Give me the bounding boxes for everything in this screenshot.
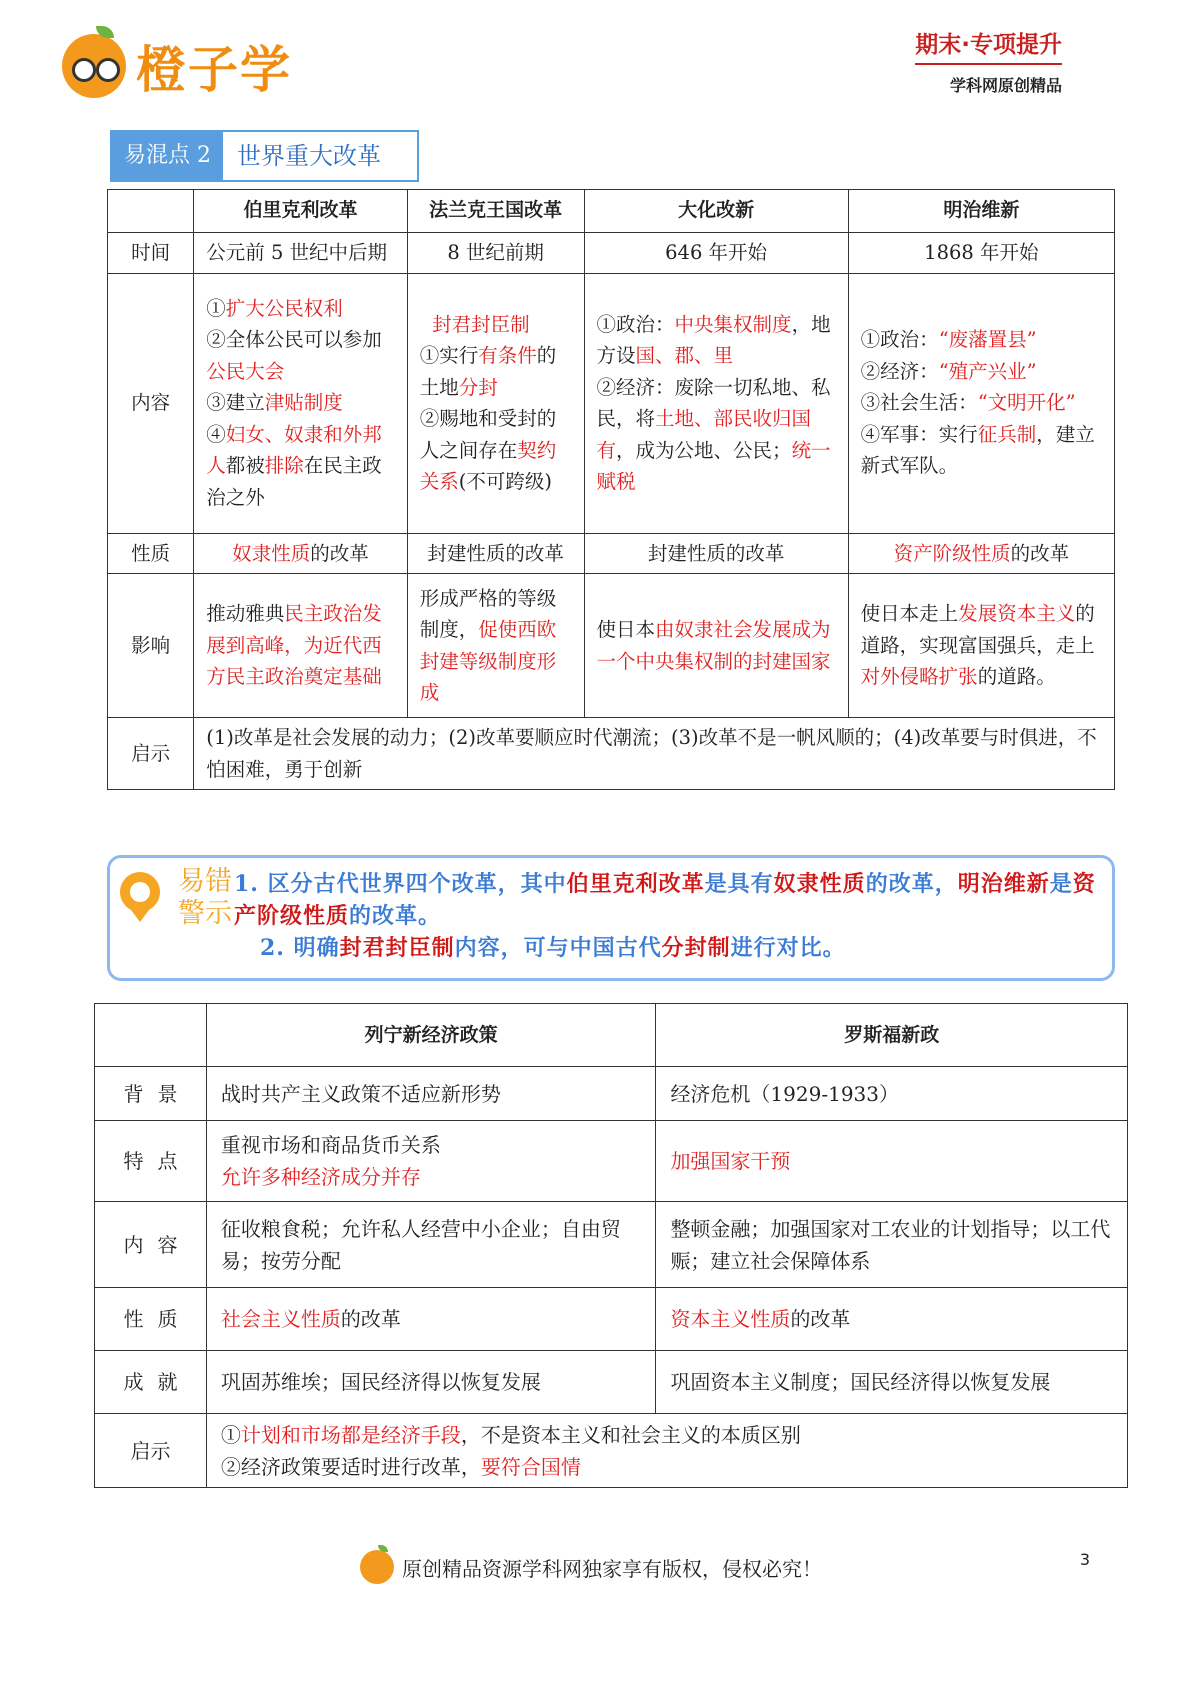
table-header-row (108, 190, 1115, 233)
series-title: 期末·专项提升 (915, 26, 1062, 65)
cell: 重视市场和商品货币关系 允许多种经济成分并存 (206, 1121, 656, 1202)
lightbulb-pin-icon (120, 872, 160, 922)
col-header: 伯里克利改革 (194, 190, 407, 233)
table-row (108, 533, 1115, 574)
row-label: 内容 (95, 1202, 207, 1288)
cell: 推动雅典民主政治发展到高峰，为近代西方民主政治奠定基础 (194, 574, 407, 718)
cell: ①政治：“废藩置县” ②经济：“殖产兴业” ③社会生活：“文明开化” ④军事：实行征兵制，建立新式军队。 (848, 273, 1114, 533)
row-label: 性质 (108, 533, 194, 574)
table-row (95, 1121, 1128, 1202)
row-label: 特点 (95, 1121, 207, 1202)
col-header: 罗斯福新政 (656, 1004, 1128, 1067)
cell: 形成严格的等级制度，促使西欧封建等级制度形成 (407, 574, 584, 718)
cell: 奴隶性质的改革 (194, 533, 407, 574)
cell: ①政治：中央集权制度，地方设国、郡、里 ②经济：废除一切私地、私民，将土地、部民收归国有，成为公地、公民；统一赋税 (584, 273, 848, 533)
cell: 经济危机（1929-1933） (656, 1067, 1128, 1121)
cell: 使日本走上发展资本主义的道路，实现富国强兵，走上对外侵略扩张的道路。 (848, 574, 1114, 718)
header-right (915, 26, 1062, 96)
cell: 征收粮食税；允许私人经营中小企业；自由贸易；按劳分配 (206, 1202, 656, 1288)
col-header: 明治维新 (848, 190, 1114, 233)
economic-policy-table (94, 1003, 1128, 1488)
cell: 资产阶级性质的改革 (848, 533, 1114, 574)
orange-logo-icon (360, 1550, 394, 1584)
page-number: 3 (1079, 1550, 1090, 1569)
table-row (108, 273, 1115, 533)
footer (360, 1550, 822, 1584)
cell: ①扩大公民权利 ②全体公民可以参加公民大会 ③建立津贴制度 ④妇女、奴隶和外邦人都被排除在民主政治之外 (194, 273, 407, 533)
row-label: 时间 (108, 233, 194, 274)
section-number: 易混点 2 (112, 132, 223, 180)
cell: 巩固资本主义制度；国民经济得以恢复发展 (656, 1351, 1128, 1414)
col-header: 法兰克王国改革 (407, 190, 584, 233)
col-header: 大化改新 (584, 190, 848, 233)
cell: 资本主义性质的改革 (656, 1288, 1128, 1351)
lesson-cell: (1)改革是社会发展的动力；(2)改革要顺应时代潮流；(3)改革不是一帆风顺的；(4)改革要与时俱进，不怕困难，勇于创新 (194, 718, 1115, 790)
section-title: 世界重大改革 (223, 132, 417, 180)
source-label: 学科网原创精品 (949, 76, 1062, 95)
cell: 社会主义性质的改革 (206, 1288, 656, 1351)
warning-box (107, 855, 1115, 981)
row-label: 性质 (95, 1288, 207, 1351)
cell: 公元前 5 世纪中后期 (194, 233, 407, 274)
corner-cell (95, 1004, 207, 1067)
row-label: 成就 (95, 1351, 207, 1414)
cell: 8 世纪前期 (407, 233, 584, 274)
reform-comparison-table (107, 189, 1115, 790)
table-row (95, 1414, 1128, 1488)
table-row (108, 718, 1115, 790)
cell: 封建性质的改革 (584, 533, 848, 574)
row-label: 影响 (108, 574, 194, 718)
orange-logo-icon (62, 34, 126, 98)
table-row (108, 574, 1115, 718)
table-row (108, 233, 1115, 274)
cell: 巩固苏维埃；国民经济得以恢复发展 (206, 1351, 656, 1414)
cell: 战时共产主义政策不适应新形势 (206, 1067, 656, 1121)
logo (62, 30, 292, 102)
cell: 加强国家干预 (656, 1121, 1128, 1202)
section-tag (110, 130, 419, 182)
row-label: 内容 (108, 273, 194, 533)
row-label: 启示 (108, 718, 194, 790)
lesson-cell: ①计划和市场都是经济手段，不是资本主义和社会主义的本质区别 ②经济政策要适时进行改革，要符合国情 (206, 1414, 1127, 1488)
table-row (95, 1351, 1128, 1414)
table-row (95, 1288, 1128, 1351)
cell: 1868 年开始 (848, 233, 1114, 274)
warning-text: 1. 区分古代世界四个改革，其中伯里克利改革是具有奴隶性质的改革，明治维新是资产阶级性质的改革。 2. 明确封君封臣制内容，可与中国古代分封制进行对比。 (234, 871, 1096, 961)
cell: 646 年开始 (584, 233, 848, 274)
cell: 封建性质的改革 (407, 533, 584, 574)
row-label: 启示 (95, 1414, 207, 1488)
cell: 封君封臣制 ①实行有条件的土地分封 ②赐地和受封的人之间存在契约关系(不可跨级) (407, 273, 584, 533)
table-row (95, 1202, 1128, 1288)
cell: 使日本由奴隶社会发展成为一个中央集权制的封建国家 (584, 574, 848, 718)
col-header: 列宁新经济政策 (206, 1004, 656, 1067)
copyright-text: 原创精品资源学科网独家享有版权，侵权必究！ (402, 1556, 822, 1581)
corner-cell (108, 190, 194, 233)
table-row (95, 1067, 1128, 1121)
cell: 整顿金融；加强国家对工农业的计划指导；以工代赈；建立社会保障体系 (656, 1202, 1128, 1288)
warning-label: 易错 警示 (178, 866, 232, 929)
brand-name: 橙子学 (136, 41, 292, 99)
row-label: 背景 (95, 1067, 207, 1121)
table-header-row (95, 1004, 1128, 1067)
